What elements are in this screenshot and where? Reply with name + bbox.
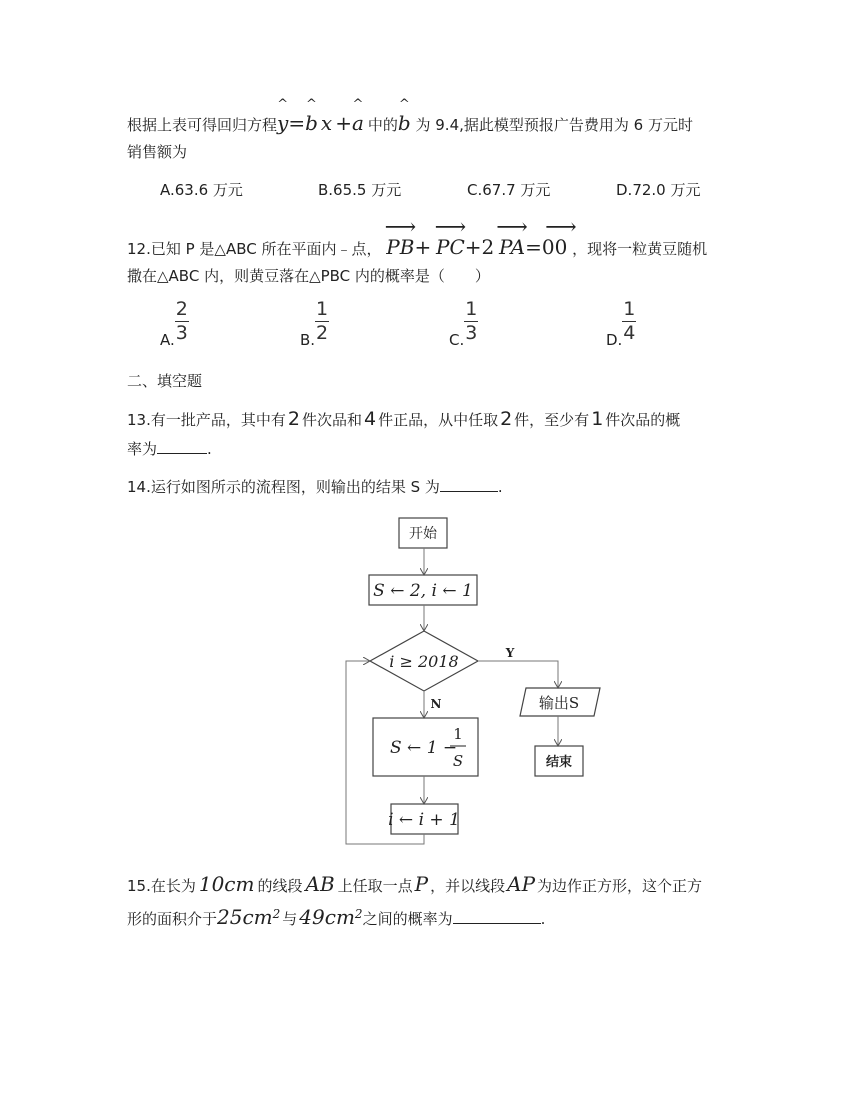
q13-text-3: 件正品，从中任取 bbox=[378, 411, 499, 429]
q11-prefix: 根据上表可得回归方程 bbox=[127, 116, 278, 134]
area-49: 49cm bbox=[299, 905, 355, 929]
q12-option-b bbox=[300, 300, 329, 349]
q13-num-2b: 2 bbox=[500, 408, 513, 430]
plus-sign: + bbox=[335, 111, 352, 135]
regression-a-hat: ^ a bbox=[352, 111, 364, 135]
length-10cm: 10cm bbox=[198, 872, 255, 896]
superscript-2: 2 bbox=[354, 907, 363, 921]
regression-b-hat: ^ b bbox=[305, 111, 318, 135]
equals-sign: = bbox=[288, 111, 306, 135]
segment-ap: AP bbox=[507, 872, 536, 896]
q12-option-a bbox=[160, 300, 189, 349]
q11-line1 bbox=[127, 111, 693, 135]
q15-text-1: 15.在长为 bbox=[127, 877, 196, 895]
q13-text-2: 件次品和 bbox=[301, 411, 362, 429]
b-hat: ^ b bbox=[398, 111, 411, 135]
regression-x: x bbox=[320, 111, 333, 135]
q11-option-c: C.67.7 万元 bbox=[467, 181, 551, 199]
vector-pa: ⟶ PA bbox=[499, 235, 525, 259]
fraction bbox=[622, 300, 636, 343]
q11-option-a: A.63.6 万元 bbox=[160, 181, 243, 199]
increment-label: i ← i + 1 bbox=[388, 810, 460, 830]
numerator: 1 bbox=[465, 298, 478, 320]
assign-label: S ← 1 − bbox=[390, 738, 458, 758]
q15-period: . bbox=[540, 910, 546, 928]
q15-text-6: 形的面积介于 bbox=[127, 910, 218, 928]
condition-label: i ≥ 2018 bbox=[389, 652, 459, 671]
q15-text-3: 上任取一点 bbox=[337, 877, 413, 895]
q11-mid: 中的 bbox=[367, 116, 398, 134]
q11-option-b: B.65.5 万元 bbox=[318, 181, 402, 199]
q15-line1 bbox=[127, 872, 702, 896]
end-label: 结束 bbox=[545, 755, 573, 770]
superscript-2: 2 bbox=[272, 907, 281, 921]
option-label: B. bbox=[300, 331, 316, 349]
start-label: 开始 bbox=[409, 526, 437, 542]
option-label: C. bbox=[449, 331, 465, 349]
answer-blank[interactable] bbox=[440, 477, 498, 492]
q12-option-c bbox=[449, 300, 478, 349]
q11-option-d: D.72.0 万元 bbox=[616, 181, 701, 199]
q15-text-5: 为边作正方形，这个正方 bbox=[537, 877, 703, 895]
q12-line2: 撒在△ABC 内，则黄豆落在△PBC 内的概率是（ ） bbox=[127, 267, 490, 285]
q13-line1 bbox=[127, 408, 680, 430]
flowchart bbox=[340, 510, 610, 850]
q12-suffix: ，现将一粒黄豆随机 bbox=[572, 240, 708, 258]
q14-line bbox=[127, 476, 503, 497]
q12-line1 bbox=[127, 235, 707, 259]
area-25: 25cm bbox=[217, 905, 273, 929]
assign-denominator: S bbox=[452, 752, 464, 770]
option-label: A. bbox=[160, 331, 175, 349]
q14-text: 14.运行如图所示的流程图，则输出的结果 S 为 bbox=[127, 478, 440, 496]
denominator: 4 bbox=[623, 322, 636, 344]
q13-num-1: 1 bbox=[591, 408, 604, 430]
point-p: P bbox=[414, 872, 429, 896]
section-heading: 二、填空题 bbox=[127, 372, 203, 390]
init-label: S ← 2, i ← 1 bbox=[373, 581, 473, 601]
q15-text-2: 的线段 bbox=[257, 877, 303, 895]
q13-line2 bbox=[127, 438, 212, 459]
q11-line2: 销售额为 bbox=[127, 143, 188, 161]
yes-label: Y bbox=[505, 646, 515, 660]
q13-period: . bbox=[207, 440, 212, 458]
fraction bbox=[175, 300, 189, 343]
assign-numerator: 1 bbox=[453, 725, 463, 743]
arrow-cond-output bbox=[478, 661, 558, 687]
segment-ab: AB bbox=[305, 872, 335, 896]
q15-and: 与 bbox=[282, 910, 298, 928]
denominator: 3 bbox=[465, 322, 478, 344]
q15-text-7: 之间的概率为 bbox=[362, 910, 453, 928]
plus-2: +2 bbox=[464, 235, 495, 259]
plus-1: + bbox=[414, 235, 432, 259]
q13-text-1: 13.有一批产品，其中有 bbox=[127, 411, 286, 429]
equals-zero: =0 bbox=[525, 235, 555, 259]
q13-text-5: 件次品的概 bbox=[605, 411, 681, 429]
denominator: 3 bbox=[175, 322, 188, 344]
q13-num-2: 2 bbox=[287, 408, 300, 430]
q12-prefix: 12.已知 P 是△ABC 所在平面内﹣点， bbox=[127, 240, 382, 258]
fraction bbox=[464, 300, 478, 343]
numerator: 1 bbox=[623, 298, 636, 320]
q14-period: . bbox=[497, 478, 503, 496]
no-label: N bbox=[430, 697, 442, 711]
denominator: 2 bbox=[316, 322, 329, 344]
q15-text-4: ，并以线段 bbox=[430, 877, 506, 895]
output-label: 输出S bbox=[538, 694, 580, 712]
q11-suffix: 为 9.4,据此模型预报广告费用为 6 万元时 bbox=[415, 116, 693, 134]
answer-blank[interactable] bbox=[453, 909, 541, 924]
zero-vector: ⟶ 0 bbox=[555, 235, 568, 259]
regression-y-hat: ^ y bbox=[277, 111, 288, 135]
numerator: 2 bbox=[175, 298, 188, 320]
vector-pc: ⟶ PC bbox=[436, 235, 465, 259]
vector-pb: ⟶ PB bbox=[386, 235, 414, 259]
q12-option-d bbox=[606, 300, 636, 349]
fraction bbox=[315, 300, 329, 343]
option-label: D. bbox=[606, 331, 623, 349]
numerator: 1 bbox=[316, 298, 329, 320]
q13-text-6: 率为 bbox=[127, 440, 158, 458]
q13-num-4: 4 bbox=[363, 408, 377, 430]
q15-line2 bbox=[127, 905, 545, 929]
q13-text-4: 件，至少有 bbox=[514, 411, 590, 429]
answer-blank[interactable] bbox=[157, 439, 207, 454]
